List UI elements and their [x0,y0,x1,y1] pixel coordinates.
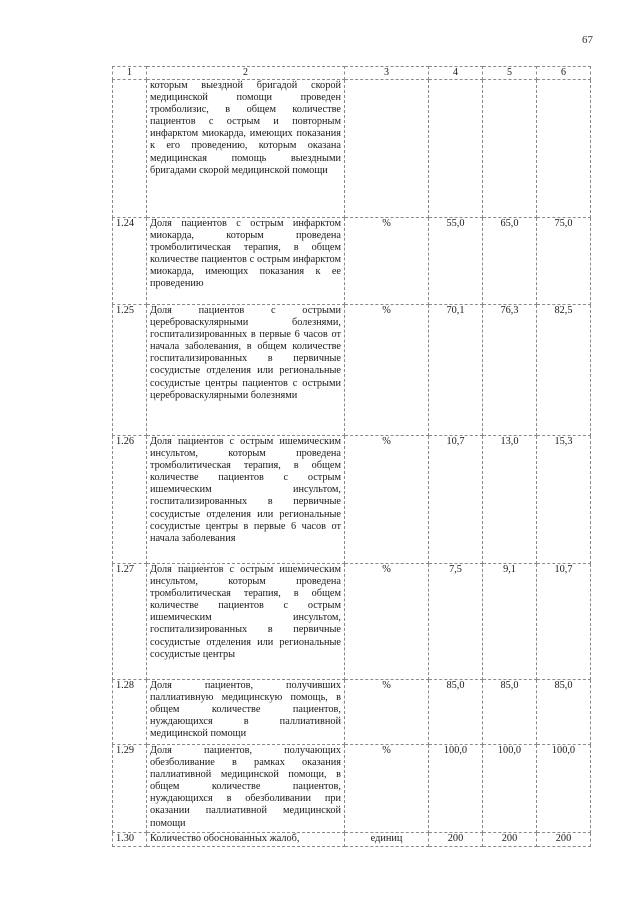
value-col6: 15,3 [537,436,591,564]
row-number: 1.25 [113,305,147,436]
row-number: 1.30 [113,833,147,847]
header-cell: 1 [113,67,147,80]
indicator-name: Доля пациентов, получивших паллиативную медицинскую помощь, в общем количестве пациентов, нуждающихся в паллиативной медицинской помощи [147,680,345,745]
value-col5: 65,0 [483,218,537,305]
value-col5: 100,0 [483,745,537,833]
value-col6: 75,0 [537,218,591,305]
value-col4: 7,5 [429,564,483,680]
header-cell: 5 [483,67,537,80]
header-cell: 4 [429,67,483,80]
value-col6: 82,5 [537,305,591,436]
header-cell: 2 [147,67,345,80]
table-row [113,680,591,745]
table-row [113,218,591,305]
value-col4 [429,80,483,218]
indicator-name: Доля пациентов с острыми цереброваскулярными болезнями, госпитализированных в первые 6 часов от начала заболевания, в общем количестве госпитализированных в первичные сосудистые отделения или региональные сосудистые центры пациентов с острыми цереброваскулярными болезнями [147,305,345,436]
value-col5: 13,0 [483,436,537,564]
value-col4: 10,7 [429,436,483,564]
table-row [113,745,591,833]
row-number: 1.24 [113,218,147,305]
row-number: 1.29 [113,745,147,833]
row-number: 1.27 [113,564,147,680]
unit-cell: % [345,436,429,564]
indicator-name: Доля пациентов с острым инфарктом миокарда, которым проведена тромболитическая терапия, в общем количестве пациентов с острым инфарктом миокарда, имеющих показания к ее проведению [147,218,345,305]
value-col5: 85,0 [483,680,537,745]
table-row [113,564,591,680]
value-col6: 85,0 [537,680,591,745]
value-col5: 9,1 [483,564,537,680]
indicator-name: Доля пациентов, получающих обезболивание в рамках оказания паллиативной медицинской помощи, в общем количестве пациентов, нуждающихся в обезболивании при оказании паллиативной медицинской помощи [147,745,345,833]
value-col6: 10,7 [537,564,591,680]
unit-cell: % [345,218,429,305]
value-col6 [537,80,591,218]
table-row [113,305,591,436]
row-number: 1.28 [113,680,147,745]
value-col4: 85,0 [429,680,483,745]
table-row [113,436,591,564]
indicator-name: Доля пациентов с острым ишемическим инсультом, которым проведена тромболитическая терапия, в общем количестве пациентов с острым ишемическим инсультом, госпитализированных в первичные сосудистые отделения или региональные сосудистые центры [147,564,345,680]
unit-cell: единиц [345,833,429,847]
indicators-table [112,66,591,847]
value-col5: 200 [483,833,537,847]
header-cell: 6 [537,67,591,80]
value-col5 [483,80,537,218]
indicator-name: Количество обоснованных жалоб, [147,833,345,847]
value-col4: 200 [429,833,483,847]
unit-cell: % [345,745,429,833]
value-col5: 76,3 [483,305,537,436]
row-number [113,80,147,218]
value-col6: 100,0 [537,745,591,833]
unit-cell: % [345,305,429,436]
value-col4: 70,1 [429,305,483,436]
value-col4: 100,0 [429,745,483,833]
row-number: 1.26 [113,436,147,564]
unit-cell: % [345,680,429,745]
indicator-name: которым выездной бригадой скорой медицинской помощи проведен тромболизис, в общем количестве пациентов с острым и повторным инфарктом миокарда, имеющих показания к его проведению, которым оказана медицинская помощь выездными бригадами скорой медицинской помощи [147,80,345,218]
value-col4: 55,0 [429,218,483,305]
page-number: 67 [582,34,593,46]
value-col6: 200 [537,833,591,847]
unit-cell [345,80,429,218]
indicator-name: Доля пациентов с острым ишемическим инсультом, которым проведена тромболитическая терапия, в общем количестве пациентов с острым ишемическим инсультом, госпитализированных в первичные сосудистые отделения или региональные сосудистые центры в первые 6 часов от начала заболевания [147,436,345,564]
table-header-row [113,67,591,80]
table-row [113,833,591,847]
unit-cell: % [345,564,429,680]
header-cell: 3 [345,67,429,80]
table-row [113,80,591,218]
